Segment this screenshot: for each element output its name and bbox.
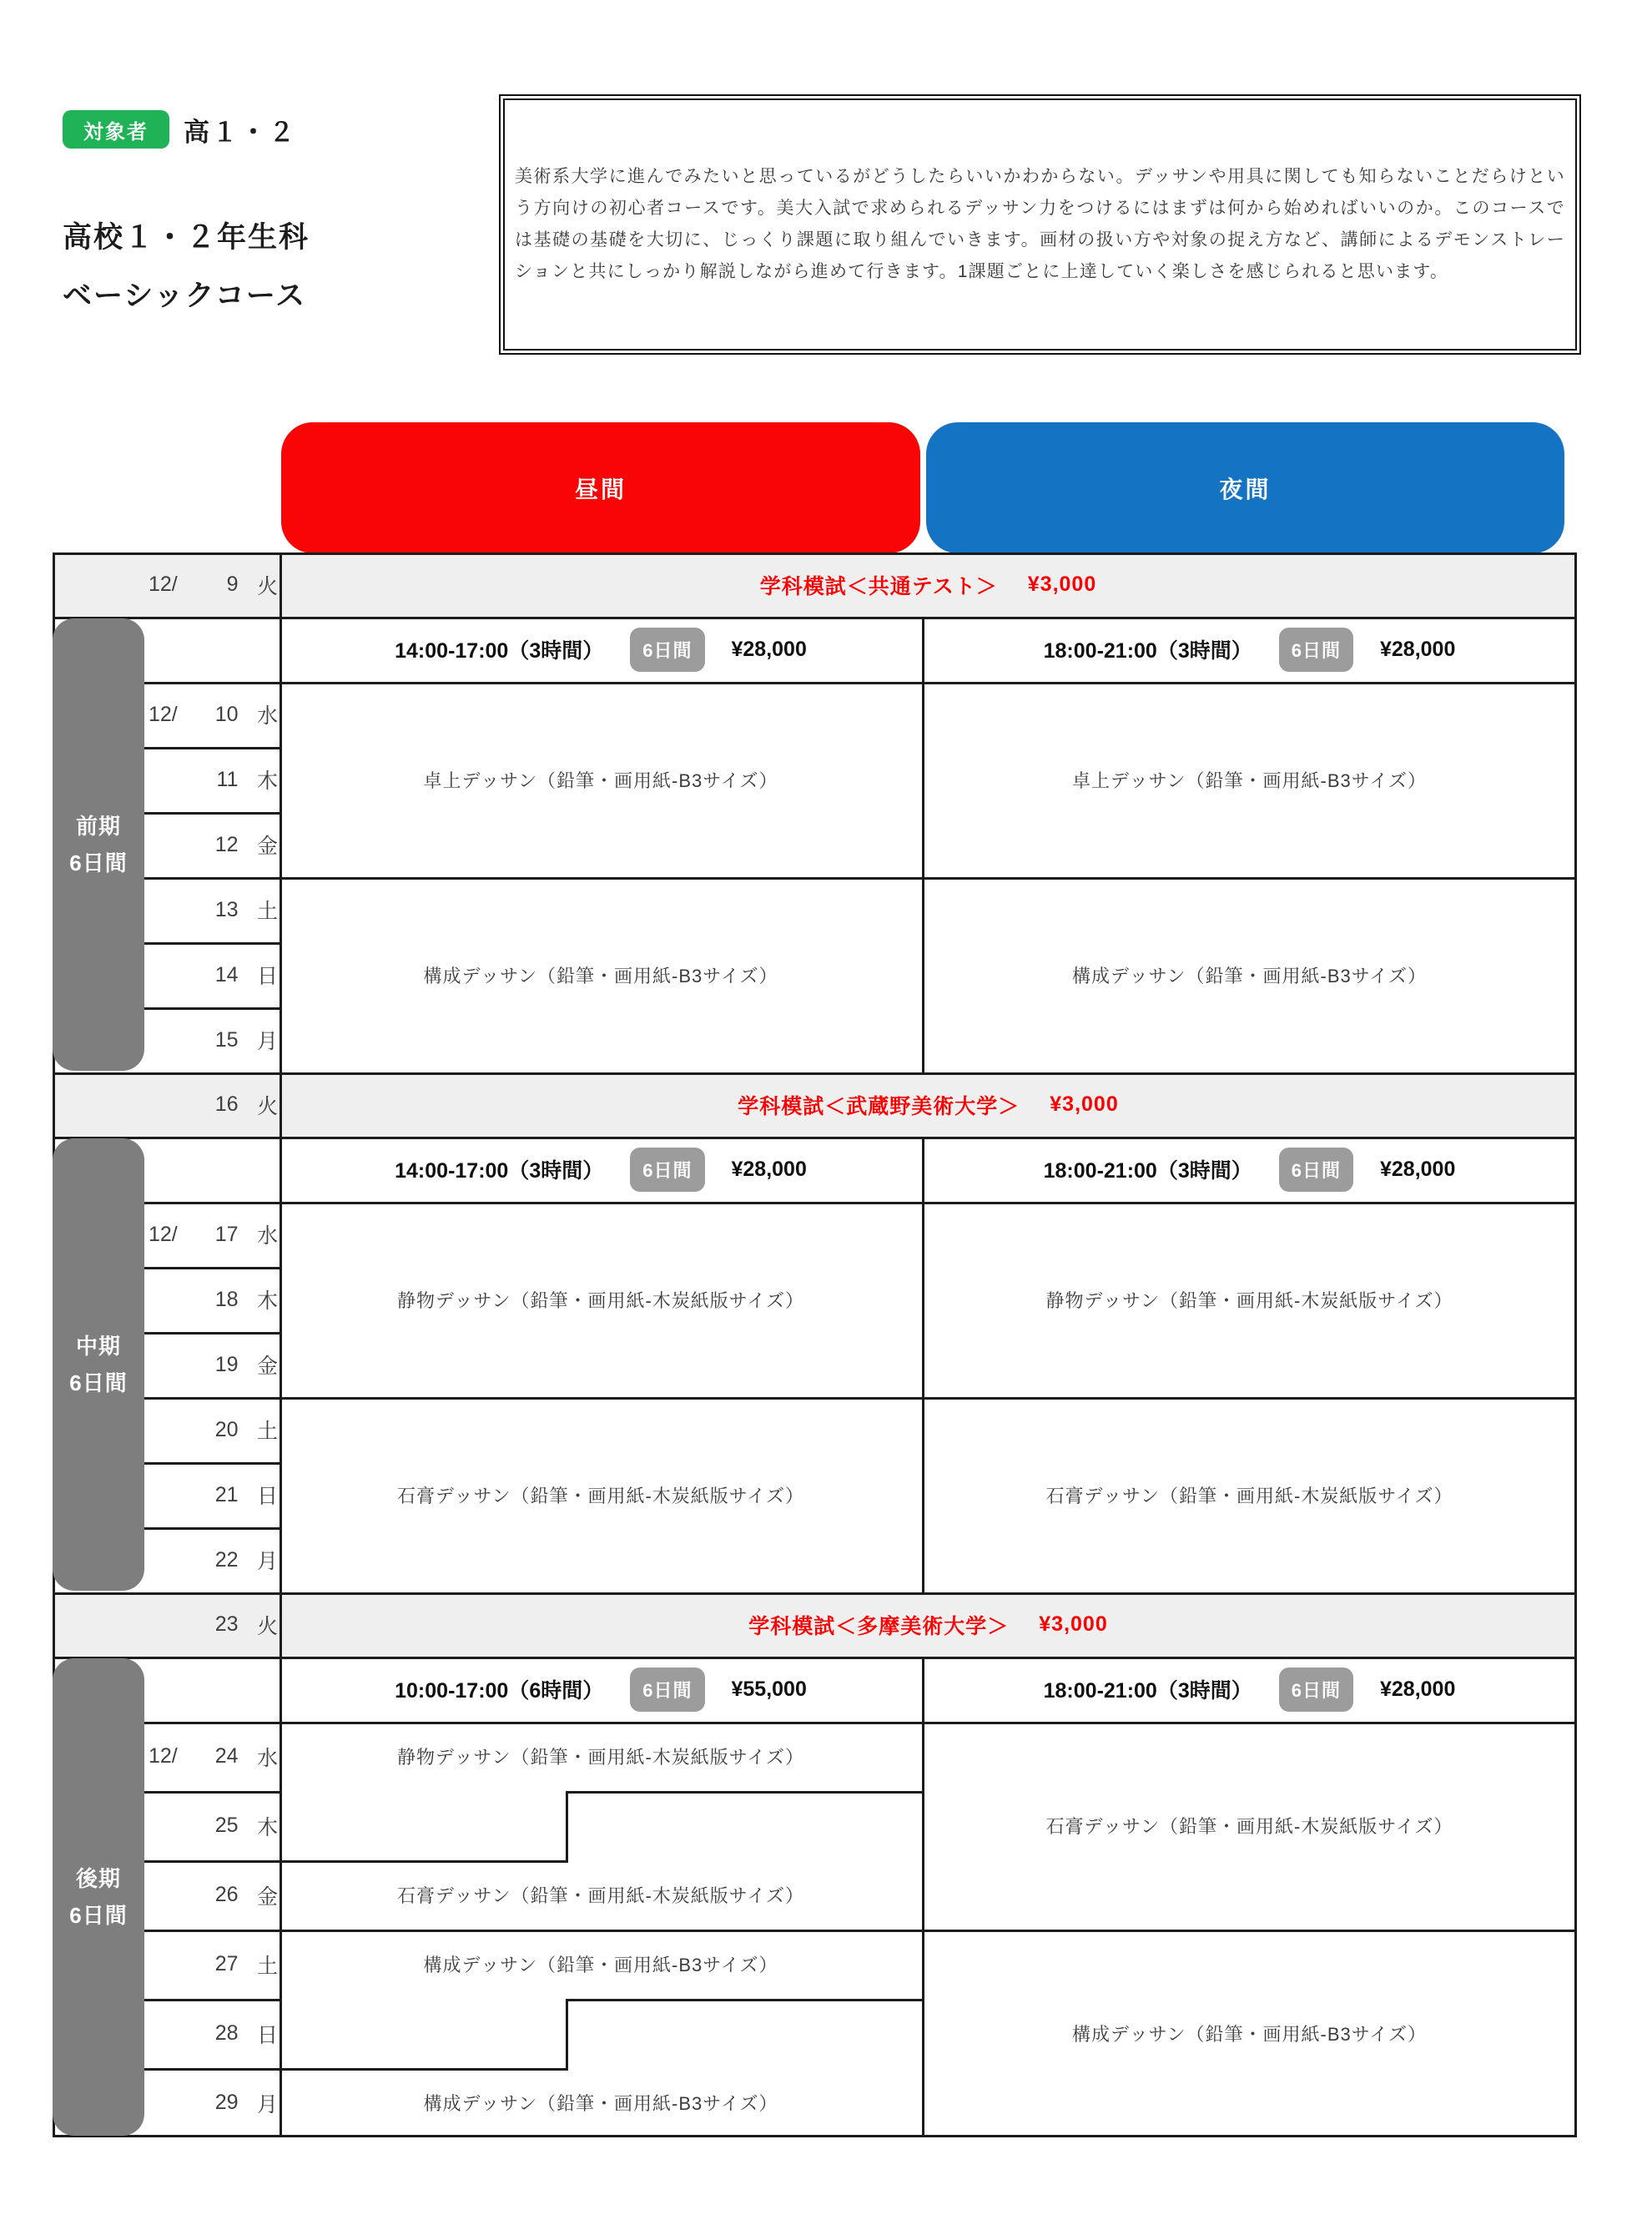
date-day: 14 — [214, 962, 239, 986]
section-name: 中期 — [75, 1334, 121, 1359]
session-price: ¥28,000 — [731, 637, 807, 661]
evening-session-header — [922, 1657, 1577, 1722]
duration-badge: 6日間 — [630, 1148, 704, 1192]
lesson-cell: 石膏デッサン（鉛筆・画用紙-木炭紙版サイズ） — [1045, 1816, 1453, 1837]
date-weekday: 日 — [256, 2023, 278, 2047]
date-weekday: 日 — [256, 1485, 278, 1508]
date-day: 26 — [214, 1883, 239, 1906]
evening-session-header — [922, 617, 1577, 682]
mock-exam-row — [280, 1592, 1577, 1657]
date-day: 15 — [214, 1027, 239, 1052]
date-cell — [149, 1527, 278, 1592]
date-weekday: 月 — [256, 2092, 278, 2117]
session-price: ¥28,000 — [731, 1157, 807, 1181]
date-weekday: 土 — [256, 1420, 278, 1443]
duration-badge: 6日間 — [630, 628, 704, 672]
date-cell — [149, 1860, 278, 1930]
date-cell — [149, 2068, 278, 2137]
date-cell — [149, 942, 278, 1007]
section-sidebar-chuki — [53, 1138, 144, 1591]
date-weekday: 日 — [256, 965, 278, 988]
date-day: 17 — [214, 1222, 239, 1246]
daytime-column-header: 昼間 — [281, 422, 920, 553]
date-weekday: 金 — [256, 1884, 278, 1909]
lesson-cell: 石膏デッサン（鉛筆・画用紙-木炭紙版サイズ） — [1045, 1485, 1453, 1506]
grid-line — [566, 1999, 568, 2071]
date-day: 20 — [214, 1417, 239, 1441]
date-weekday: 木 — [256, 769, 278, 793]
date-day: 10 — [214, 702, 239, 726]
date-cell — [149, 747, 278, 812]
date-month-prefix: 12/ — [149, 702, 178, 726]
date-cell — [149, 1332, 278, 1397]
lesson-cell: 構成デッサン（鉛筆・画用紙-B3サイズ） — [1072, 2024, 1427, 2045]
section-sidebar-kouki — [53, 1658, 144, 2136]
date-day: 16 — [214, 1092, 239, 1116]
date-cell — [149, 1930, 278, 1999]
date-weekday: 金 — [256, 1355, 278, 1378]
mock-exam-row — [280, 1072, 1577, 1137]
daytime-session-header — [280, 1137, 922, 1202]
lesson-cell: 構成デッサン（鉛筆・画用紙-B3サイズ） — [1072, 965, 1427, 986]
lesson-cell: 構成デッサン（鉛筆・画用紙-B3サイズ） — [423, 965, 778, 986]
date-day: 27 — [214, 1952, 239, 1975]
lesson-cell: 構成デッサン（鉛筆・画用紙-B3サイズ） — [423, 1955, 778, 1975]
date-cell — [149, 812, 278, 877]
date-weekday: 火 — [256, 574, 278, 598]
date-cell — [149, 1462, 278, 1527]
lesson-cell: 静物デッサン（鉛筆・画用紙-木炭紙版サイズ） — [1045, 1289, 1453, 1311]
date-month-prefix: 12/ — [149, 1222, 178, 1246]
date-day: 9 — [226, 573, 239, 596]
audience-badge: 対象者 — [63, 110, 169, 149]
lesson-cell: 構成デッサン（鉛筆・画用紙-B3サイズ） — [423, 2093, 778, 2114]
mock-exam-date — [149, 1072, 278, 1137]
date-weekday: 月 — [256, 1030, 278, 1053]
date-weekday: 土 — [256, 900, 278, 923]
date-cell — [149, 682, 278, 747]
course-title-line1: 高校１・２年生科 — [63, 221, 310, 254]
date-day: 24 — [214, 1744, 239, 1768]
date-day: 19 — [214, 1352, 239, 1376]
date-cell — [149, 1007, 278, 1072]
session-time: 14:00-17:00（3時間） — [395, 639, 604, 663]
date-cell — [149, 1267, 278, 1332]
date-day: 18 — [214, 1287, 239, 1311]
mock-exam-label: 学科模試＜武蔵野美術大学＞ — [738, 1094, 1020, 1118]
lesson-cell: 静物デッサン（鉛筆・画用紙-木炭紙版サイズ） — [396, 1289, 805, 1311]
date-weekday: 土 — [256, 1954, 278, 1978]
date-cell — [149, 877, 278, 942]
mock-exam-label: 学科模試＜共通テスト＞ — [759, 574, 998, 598]
description-box — [499, 94, 1581, 355]
mock-exam-date — [149, 552, 278, 617]
mock-exam-date — [149, 1592, 278, 1657]
session-price: ¥28,000 — [1380, 1157, 1456, 1181]
evening-session-header — [922, 1137, 1577, 1202]
date-weekday: 水 — [256, 704, 278, 728]
date-cell — [149, 1202, 278, 1267]
date-cell — [149, 1722, 278, 1791]
date-day: 13 — [214, 897, 239, 921]
grid-line — [566, 1791, 924, 1794]
session-time: 10:00-17:00（6時間） — [395, 1679, 604, 1703]
session-time: 18:00-21:00（3時間） — [1043, 639, 1252, 663]
schedule-table — [53, 552, 1577, 2137]
date-day: 23 — [214, 1612, 239, 1636]
date-day: 28 — [214, 2021, 239, 2045]
mock-exam-label: 学科模試＜多摩美術大学＞ — [748, 1614, 1010, 1638]
date-day: 11 — [216, 767, 239, 791]
session-price: ¥28,000 — [1380, 1677, 1456, 1701]
grid-line — [566, 1791, 568, 1863]
date-weekday: 火 — [256, 1094, 278, 1118]
duration-badge: 6日間 — [1279, 1148, 1353, 1192]
description-text: 美術系大学に進んでみたいと思っているがどうしたらいいかわからない。デッサンや用具に関しても知らないことだらけという方向けの初心者コースです。美大入試で求められるデッサン力をつけるにはまずは何から始めればいいのか。このコースでは基礎の基礎を大切に、じっくり課題に取り組んでいきます。画材の扱い方や対象の捉え方など、講師によるデモンストレーションと共にしっかり解説しながら進めて行きます。1課題ごとに上達していく楽しさを感じられると思います。 — [515, 167, 1565, 281]
course-title — [63, 209, 310, 325]
section-duration: 6日間 — [69, 1903, 128, 1928]
mock-exam-price: ¥3,000 — [1039, 1612, 1108, 1636]
duration-badge: 6日間 — [630, 1667, 704, 1712]
date-day: 29 — [214, 2091, 239, 2114]
date-weekday: 水 — [256, 1224, 278, 1248]
date-cell — [149, 1791, 278, 1860]
session-time: 18:00-21:00（3時間） — [1043, 1159, 1252, 1183]
section-name: 後期 — [75, 1866, 121, 1891]
daytime-session-header — [280, 617, 922, 682]
date-day: 22 — [214, 1547, 239, 1572]
course-title-line2: ベーシックコース — [63, 280, 307, 312]
section-duration: 6日間 — [69, 850, 128, 875]
section-name: 前期 — [75, 814, 121, 839]
date-weekday: 水 — [256, 1746, 278, 1770]
date-month-prefix: 12/ — [149, 1744, 178, 1768]
lesson-cell: 石膏デッサン（鉛筆・画用紙-木炭紙版サイズ） — [396, 1485, 805, 1506]
lesson-cell: 石膏デッサン（鉛筆・画用紙-木炭紙版サイズ） — [396, 1885, 805, 1906]
lesson-cell: 卓上デッサン（鉛筆・画用紙-B3サイズ） — [1072, 769, 1427, 791]
date-weekday: 木 — [256, 1289, 278, 1313]
session-time: 14:00-17:00（3時間） — [395, 1159, 604, 1183]
session-price: ¥55,000 — [731, 1677, 807, 1701]
mock-exam-price: ¥3,000 — [1050, 1092, 1119, 1116]
date-weekday: 火 — [256, 1614, 278, 1638]
duration-badge: 6日間 — [1279, 628, 1353, 672]
date-weekday: 木 — [256, 1815, 278, 1839]
audience-value: 高１・２ — [184, 117, 297, 147]
date-day: 21 — [214, 1482, 239, 1506]
lesson-cell: 卓上デッサン（鉛筆・画用紙-B3サイズ） — [423, 769, 778, 791]
grid-line — [566, 1999, 924, 2001]
date-day: 12 — [214, 832, 239, 856]
date-weekday: 金 — [256, 835, 278, 858]
lesson-cell: 静物デッサン（鉛筆・画用紙-木炭紙版サイズ） — [396, 1747, 805, 1768]
date-cell — [149, 1397, 278, 1462]
date-month-prefix: 12/ — [149, 573, 178, 596]
mock-exam-row — [280, 552, 1577, 617]
mock-exam-price: ¥3,000 — [1027, 573, 1097, 596]
section-duration: 6日間 — [69, 1370, 128, 1395]
date-day: 25 — [214, 1814, 239, 1837]
date-weekday: 月 — [256, 1550, 278, 1573]
evening-column-header: 夜間 — [926, 422, 1564, 553]
date-cell — [149, 1999, 278, 2068]
duration-badge: 6日間 — [1279, 1667, 1353, 1712]
session-time: 18:00-21:00（3時間） — [1043, 1679, 1252, 1703]
session-price: ¥28,000 — [1380, 637, 1456, 661]
section-sidebar-zenki — [53, 618, 144, 1071]
daytime-session-header — [280, 1657, 922, 1722]
